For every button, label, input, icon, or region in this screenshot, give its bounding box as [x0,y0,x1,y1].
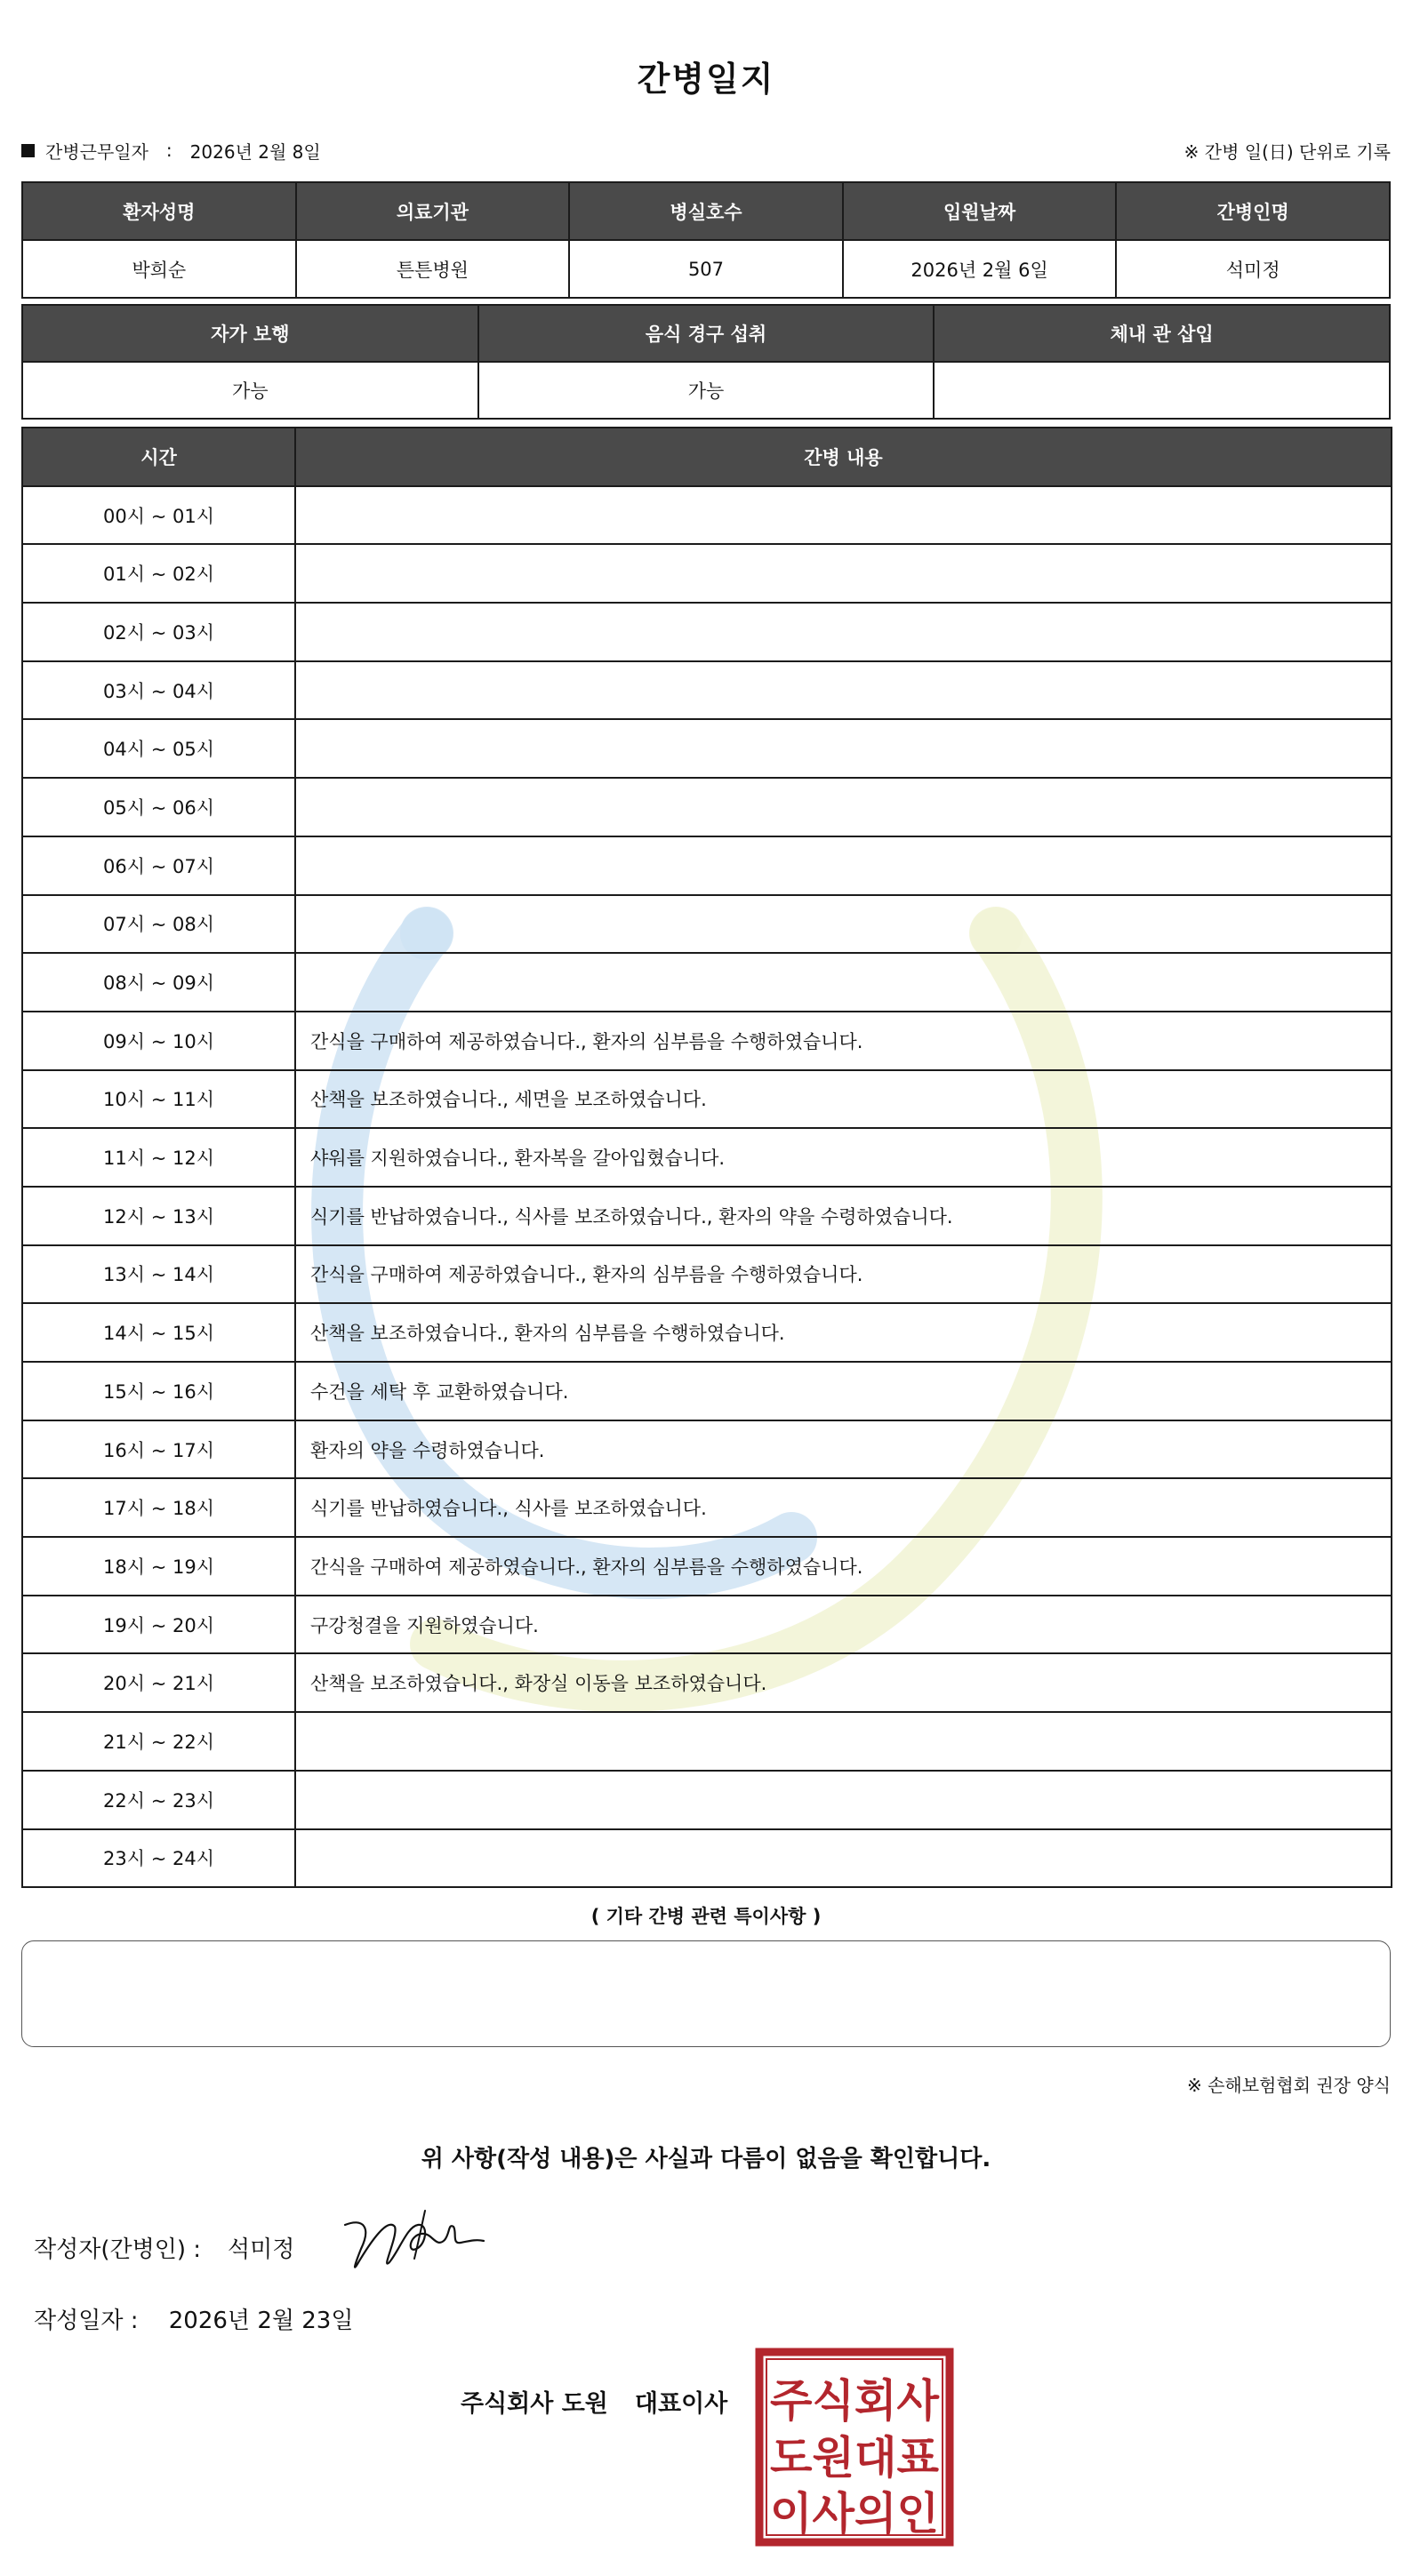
room-number: 507 [569,240,843,298]
log-content-cell: 수건을 세탁 후 교환하였습니다. [295,1362,1392,1420]
work-date-label: 간병근무일자 [45,140,148,163]
written-date-label: 작성일자 : [34,2308,139,2334]
oral-intake-value: 가능 [478,362,935,419]
patient-status-table [21,304,1391,420]
log-time-cell: 15시 ~ 16시 [22,1362,295,1420]
log-time-cell: 00시 ~ 01시 [22,486,295,545]
log-content-cell [295,1829,1392,1888]
confirmation-statement: 위 사항(작성 내용)은 사실과 다름이 없음을 확인합니다. [421,2146,991,2172]
patient-info-table [21,181,1391,299]
log-content-cell: 환자의 약을 수령하였습니다. [295,1420,1392,1479]
log-time-cell: 07시 ~ 08시 [22,895,295,954]
header-patient-name: 환자성명 [22,182,296,240]
written-date-row [34,2302,353,2335]
info-row [21,137,1391,164]
document-title: 간병일지 [637,60,775,99]
table-row [22,603,1392,661]
caregiver-name: 석미정 [1116,240,1390,298]
table-row [22,1128,1392,1187]
header-tube-insertion: 체내 관 삽입 [934,305,1390,362]
log-time-cell: 02시 ~ 03시 [22,603,295,661]
log-content-cell [295,1771,1392,1829]
log-content-cell: 식기를 반납하였습니다., 식사를 보조하였습니다., 환자의 약을 수령하였습니다. [295,1187,1392,1245]
log-time-cell: 17시 ~ 18시 [22,1478,295,1537]
written-date-value: 2026년 2월 23일 [168,2308,354,2334]
header-caregiver-name: 간병인명 [1116,182,1390,240]
svg-text:이사의인: 이사의인 [770,2488,939,2540]
log-content-cell [295,836,1392,895]
company-signature-line [461,2384,727,2419]
tube-insertion-value [934,362,1390,419]
log-time-cell: 12시 ~ 13시 [22,1187,295,1245]
writer-label: 작성자(간병인) : [34,2236,202,2263]
patient-name: 박희순 [22,240,296,298]
table-row [22,1012,1392,1070]
recommend-note: ※ 손해보험협회 권장 양식 [1186,2075,1391,2096]
log-time-cell: 20시 ~ 21시 [22,1653,295,1712]
table-row [22,1829,1392,1888]
header-time: 시간 [22,428,295,486]
table-row [22,1420,1392,1479]
header-room-number: 병실호수 [569,182,843,240]
log-content-cell [295,603,1392,661]
log-time-cell: 18시 ~ 19시 [22,1537,295,1596]
log-content-cell [295,661,1392,720]
log-content-cell: 간식을 구매하여 제공하였습니다., 환자의 심부름을 수행하였습니다. [295,1012,1392,1070]
log-content-cell [295,1712,1392,1771]
company-role: 대표이사 [634,2390,728,2418]
admission-date: 2026년 2월 6일 [843,240,1117,298]
log-time-cell: 16시 ~ 17시 [22,1420,295,1479]
header-self-walking: 자가 보행 [22,305,478,362]
log-time-cell: 09시 ~ 10시 [22,1012,295,1070]
special-notes-title: ( 기타 간병 관련 특이사항 ) [590,1906,822,1927]
log-time-cell: 19시 ~ 20시 [22,1596,295,1654]
work-date-value: 2026년 2월 8일 [189,140,321,163]
log-time-cell: 10시 ~ 11시 [22,1070,295,1129]
self-walking-value: 가능 [22,362,478,419]
header-hospital: 의료기관 [296,182,570,240]
table-row [22,836,1392,895]
log-time-cell: 23시 ~ 24시 [22,1829,295,1888]
log-time-cell: 08시 ~ 09시 [22,953,295,1012]
special-notes-box [21,1940,1391,2047]
log-time-cell: 04시 ~ 05시 [22,719,295,778]
log-content-cell [295,953,1392,1012]
record-unit-note: ※ 간병 일(日) 단위로 기록 [1183,140,1391,163]
log-time-cell: 11시 ~ 12시 [22,1128,295,1187]
log-content-cell [295,895,1392,954]
table-row [22,1245,1392,1304]
log-time-cell: 06시 ~ 07시 [22,836,295,895]
table-row [22,661,1392,720]
table-row [22,486,1392,545]
writer-name: 석미정 [228,2236,295,2263]
header-oral-intake: 음식 경구 섭취 [478,305,935,362]
log-content-cell [295,719,1392,778]
log-content-cell: 산책을 보조하였습니다., 세면을 보조하였습니다. [295,1070,1392,1129]
square-bullet-icon [21,144,35,157]
work-date-separator: : [165,140,172,161]
writer-row [34,2231,294,2264]
company-name: 주식회사 도원 [461,2390,608,2418]
log-content-cell: 간식을 구매하여 제공하였습니다., 환자의 심부름을 수행하였습니다. [295,1537,1392,1596]
work-date [21,138,321,164]
log-content-cell [295,486,1392,545]
log-content-cell [295,778,1392,836]
table-row [22,895,1392,954]
table-row [22,1771,1392,1829]
handwritten-signature [336,2200,487,2280]
table-row [22,1070,1392,1129]
log-content-cell [295,544,1392,603]
care-log-table [21,427,1392,1888]
svg-text:주식회사: 주식회사 [770,2375,940,2427]
company-seal-stamp [754,2347,955,2548]
log-time-cell: 14시 ~ 15시 [22,1303,295,1362]
log-time-cell: 03시 ~ 04시 [22,661,295,720]
log-content-cell: 식기를 반납하였습니다., 식사를 보조하였습니다. [295,1478,1392,1537]
log-time-cell: 01시 ~ 02시 [22,544,295,603]
table-row [22,544,1392,603]
table-row [22,1303,1392,1362]
table-row [22,1187,1392,1245]
table-row [22,719,1392,778]
table-row [22,953,1392,1012]
log-time-cell: 05시 ~ 06시 [22,778,295,836]
hospital-name: 튼튼병원 [296,240,570,298]
table-row [22,1478,1392,1537]
table-row [22,1537,1392,1596]
log-time-cell: 21시 ~ 22시 [22,1712,295,1771]
log-time-cell: 22시 ~ 23시 [22,1771,295,1829]
log-content-cell: 산책을 보조하였습니다., 환자의 심부름을 수행하였습니다. [295,1303,1392,1362]
log-content-cell: 산책을 보조하였습니다., 화장실 이동을 보조하였습니다. [295,1653,1392,1712]
table-row [22,1712,1392,1771]
log-content-cell: 구강청결을 지원하였습니다. [295,1596,1392,1654]
header-care-content: 간병 내용 [295,428,1392,486]
log-content-cell: 샤워를 지원하였습니다., 환자복을 갈아입혔습니다. [295,1128,1392,1187]
table-row [22,1653,1392,1712]
table-row [22,1596,1392,1654]
log-content-cell: 간식을 구매하여 제공하였습니다., 환자의 심부름을 수행하였습니다. [295,1245,1392,1304]
log-time-cell: 13시 ~ 14시 [22,1245,295,1304]
table-row [22,1362,1392,1420]
table-row [22,778,1392,836]
header-admission-date: 입원날짜 [843,182,1117,240]
svg-text:도원대표: 도원대표 [770,2432,940,2484]
